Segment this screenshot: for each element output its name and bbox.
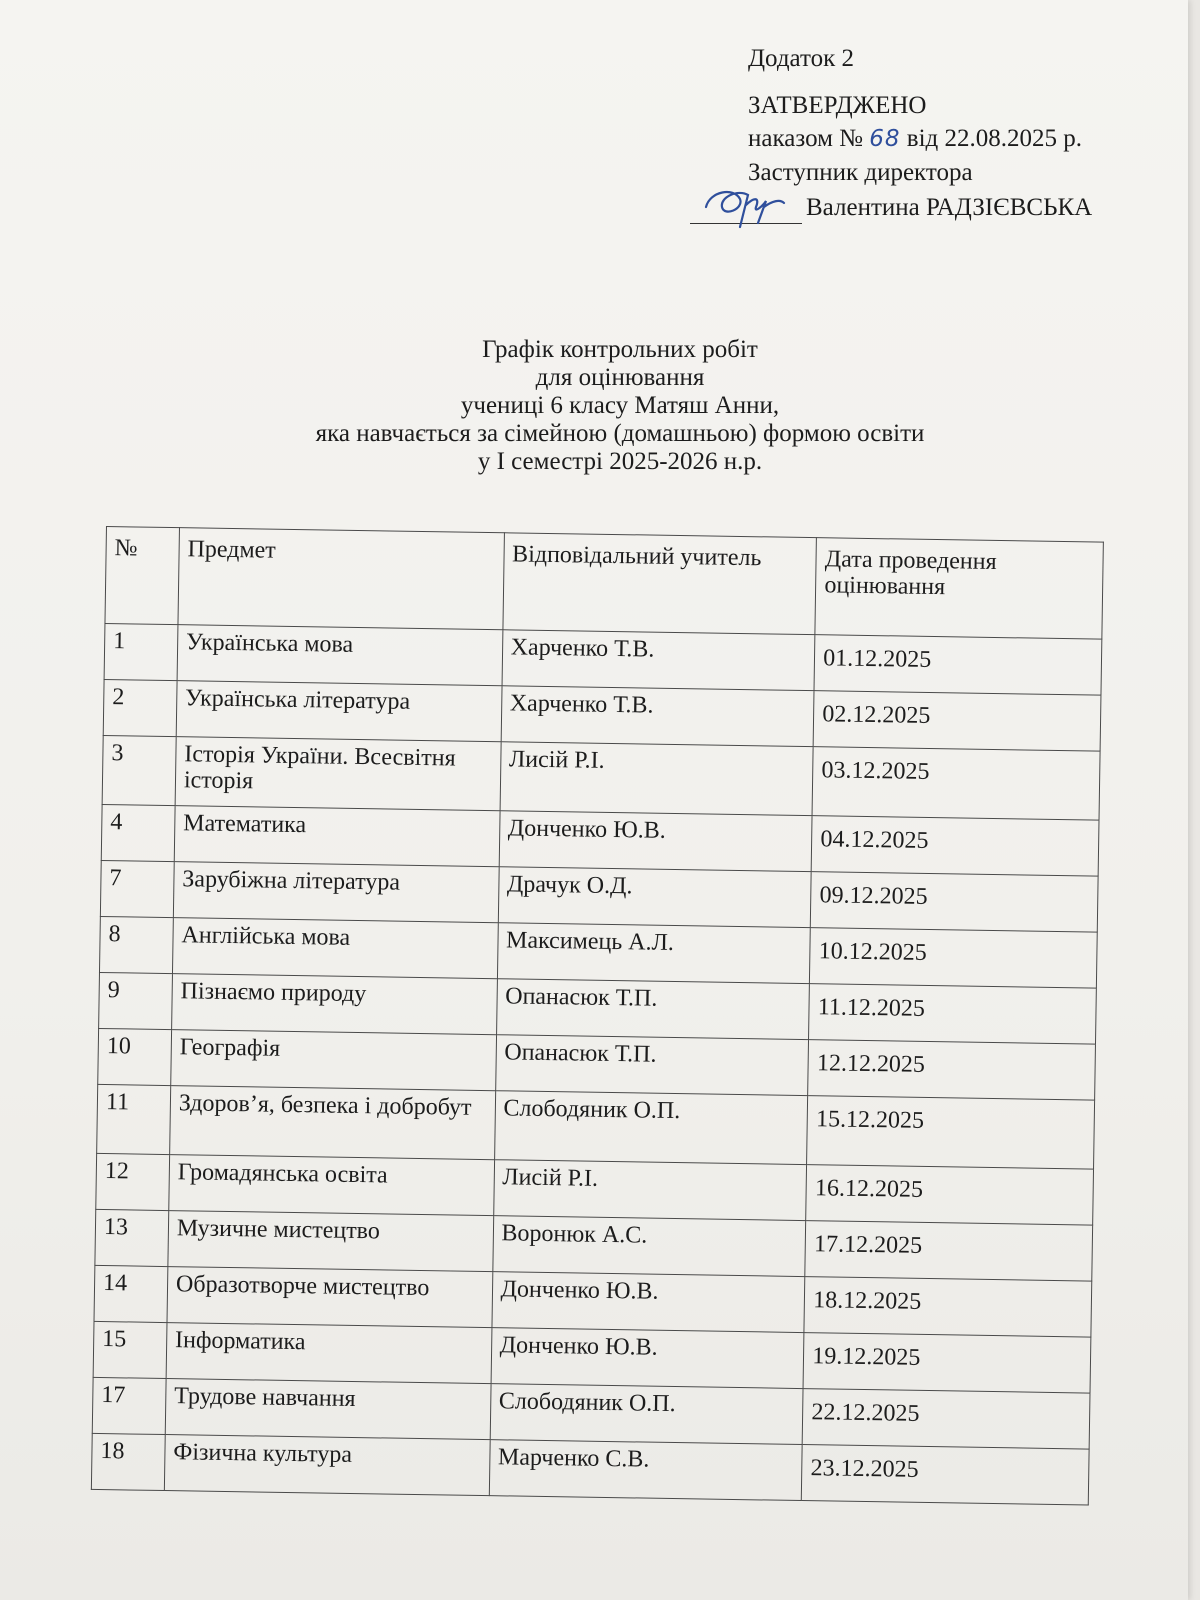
- row-date: 23.12.2025: [802, 1445, 1090, 1505]
- row-number: 14: [94, 1265, 168, 1322]
- row-number: 7: [100, 860, 174, 917]
- row-date: 17.12.2025: [805, 1221, 1093, 1281]
- row-date: 01.12.2025: [814, 635, 1102, 695]
- title-line-1: Графік контрольних робіт: [482, 336, 758, 363]
- row-number: 12: [96, 1153, 170, 1210]
- row-subject: Математика: [174, 806, 499, 867]
- row-teacher: Опанасюк Т.П.: [495, 1035, 809, 1096]
- row-teacher: Максимець А.Л.: [497, 923, 811, 984]
- row-date: 11.12.2025: [809, 984, 1097, 1044]
- row-date: 18.12.2025: [804, 1277, 1092, 1337]
- header-number: №: [105, 527, 179, 625]
- row-number: 13: [95, 1209, 169, 1266]
- row-number: 2: [103, 679, 177, 736]
- row-date: 09.12.2025: [811, 872, 1099, 932]
- row-teacher: Лисій Р.І.: [500, 742, 814, 816]
- row-subject: Громадянська освіта: [169, 1155, 494, 1216]
- row-date: 22.12.2025: [802, 1389, 1090, 1449]
- row-number: 18: [91, 1433, 165, 1490]
- row-teacher: Воронюк А.С.: [492, 1216, 806, 1277]
- row-teacher: Опанасюк Т.П.: [496, 979, 810, 1040]
- row-date: 12.12.2025: [808, 1040, 1096, 1100]
- row-date: 16.12.2025: [806, 1165, 1094, 1225]
- row-number: 1: [104, 623, 178, 680]
- row-number: 10: [98, 1028, 172, 1085]
- schedule-table: [91, 526, 1104, 1506]
- row-subject: Зарубіжна література: [173, 862, 498, 923]
- row-teacher: Донченко Ю.В.: [499, 811, 813, 872]
- row-date: 03.12.2025: [812, 747, 1100, 820]
- signature-mark: [690, 189, 802, 224]
- order-number: 68: [869, 126, 901, 152]
- row-subject: Фізична культура: [164, 1435, 489, 1496]
- row-subject: Англійська мова: [172, 918, 497, 979]
- row-subject: Українська мова: [177, 625, 502, 686]
- row-subject: Образотворче мистецтво: [167, 1267, 492, 1328]
- row-teacher: Марченко С.В.: [489, 1440, 803, 1501]
- row-number: 9: [99, 972, 173, 1029]
- row-subject: Здоров’я, безпека і добробут: [170, 1086, 496, 1160]
- title-line-3: учениці 6 класу Матяш Анни,: [460, 392, 780, 419]
- table-header-row: [105, 527, 1103, 640]
- row-teacher: Слободяник О.П.: [490, 1384, 804, 1445]
- row-subject: Пізнаємо природу: [172, 974, 497, 1035]
- title-line-4: яка навчається за сімейною (домашньою) формою освіти: [315, 420, 925, 447]
- position-label: Заступник директора: [748, 159, 973, 186]
- row-subject: Музичне мистецтво: [168, 1211, 493, 1272]
- title-line-2: для оцінювання: [535, 364, 705, 391]
- row-teacher: Донченко Ю.В.: [492, 1272, 806, 1333]
- row-number: 17: [92, 1377, 166, 1434]
- approved-label: ЗАТВЕРДЖЕНО: [748, 92, 927, 119]
- order-line: [748, 122, 1092, 156]
- row-number: 8: [99, 916, 173, 973]
- row-teacher: Харченко Т.В.: [501, 686, 815, 747]
- row-subject: Українська література: [176, 681, 501, 742]
- order-prefix: наказом №: [748, 125, 864, 152]
- row-subject: Трудове навчання: [165, 1379, 490, 1440]
- header-subject: Предмет: [178, 528, 504, 630]
- header-teacher: Відповідальний учитель: [502, 533, 816, 635]
- row-teacher: Драчук О.Д.: [498, 867, 812, 928]
- row-number: 3: [102, 735, 176, 805]
- row-date: 04.12.2025: [811, 816, 1099, 876]
- row-number: 11: [97, 1084, 171, 1154]
- signature-line: [690, 189, 1092, 224]
- row-teacher: Харченко Т.В.: [502, 630, 816, 691]
- header-date: Дата проведення оцінювання: [815, 538, 1103, 639]
- document-title: [140, 336, 1100, 476]
- row-number: 4: [101, 804, 175, 861]
- title-line-5: у I семестрі 2025-2026 н.р.: [477, 448, 763, 475]
- row-date: 10.12.2025: [810, 928, 1098, 988]
- row-number: 15: [93, 1321, 167, 1378]
- row-subject: Історія України. Всесвітня історія: [175, 737, 501, 811]
- annex-label: Додаток 2: [748, 45, 854, 72]
- row-teacher: Слободяник О.П.: [494, 1091, 808, 1165]
- row-date: 19.12.2025: [803, 1333, 1091, 1393]
- approval-block: [748, 42, 1092, 224]
- row-teacher: Донченко Ю.В.: [491, 1328, 805, 1389]
- signatory-name: Валентина РАДЗІЄВСЬКА: [806, 194, 1093, 221]
- row-date: 02.12.2025: [813, 691, 1101, 751]
- row-subject: Інформатика: [166, 1323, 491, 1384]
- row-date: 15.12.2025: [807, 1096, 1095, 1169]
- order-suffix: від 22.08.2025 р.: [906, 125, 1083, 152]
- row-teacher: Лисій Р.І.: [493, 1160, 807, 1221]
- row-subject: Географія: [171, 1030, 496, 1091]
